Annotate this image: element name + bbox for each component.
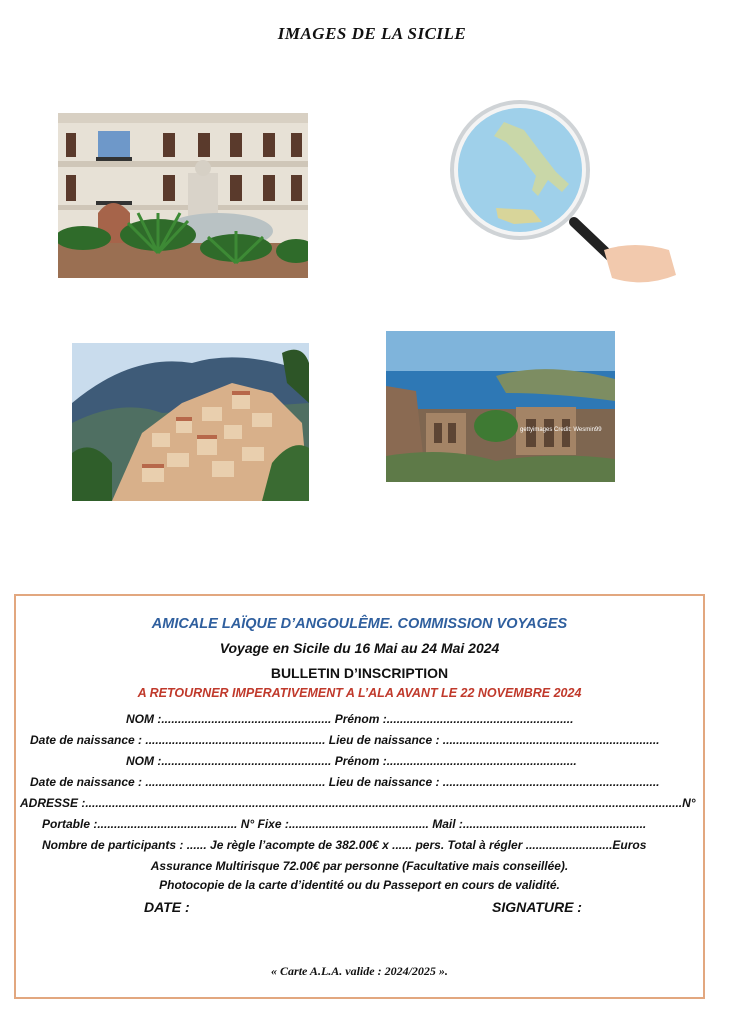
trip-dates: Voyage en Sicile du 16 Mai au 24 Mai 2024 [219,640,500,656]
registration-form [14,594,705,999]
form-heading: BULLETIN D’INSCRIPTION [270,665,449,681]
palace-fountain-photo [58,113,308,278]
italy-map-magnifier-photo [444,100,680,290]
photo-watermark: gettyimages Credit: Wesmin99 [520,427,602,433]
membership-card-note: « Carte A.L.A. valide : 2024/2025 ». [271,964,448,978]
id-copy-note: Photocopie de la carte d’identité ou du Passeport en cours de validité. [159,878,560,892]
date-label: DATE : [144,899,190,915]
birth-field-1[interactable]: Date de naissance : ...................................................... Lieu de naissance : ................................................................. [30,733,660,747]
contact-field[interactable]: Portable :.......................................... N° Fixe :.......................................... Mail :....................................................... [42,817,647,831]
return-notice: A RETOURNER IMPERATIVEMENT A L’ALA AVANT LE 22 NOVEMBRE 2024 [137,686,582,700]
participants-field[interactable]: Nombre de participants : ...... Je règle l’acompte de 382.00€ x ...... pers. Total à régler ..........................Euros [42,838,647,852]
signature-label: SIGNATURE : [492,899,582,915]
greek-theatre-photo [386,331,615,482]
nom-field-2[interactable]: NOM :................................................... Prénom :......................................................... [126,754,577,768]
hill-village-photo [72,343,309,501]
insurance-note: Assurance Multirisque 72.00€ par personne (Facultative mais conseillée). [150,859,569,873]
page-title: IMAGES DE LA SICILE [277,24,467,43]
address-field[interactable]: ADRESSE :...................................................................................................................................................................................N° [20,796,696,810]
birth-field-2[interactable]: Date de naissance : ...................................................... Lieu de naissance : ................................................................. [30,775,660,789]
nom-field-1[interactable]: NOM :................................................... Prénom :........................................................ [126,712,574,726]
organisation-title: AMICALE LAÏQUE D’ANGOULÊME. COMMISSION VOYAGES [151,616,568,632]
